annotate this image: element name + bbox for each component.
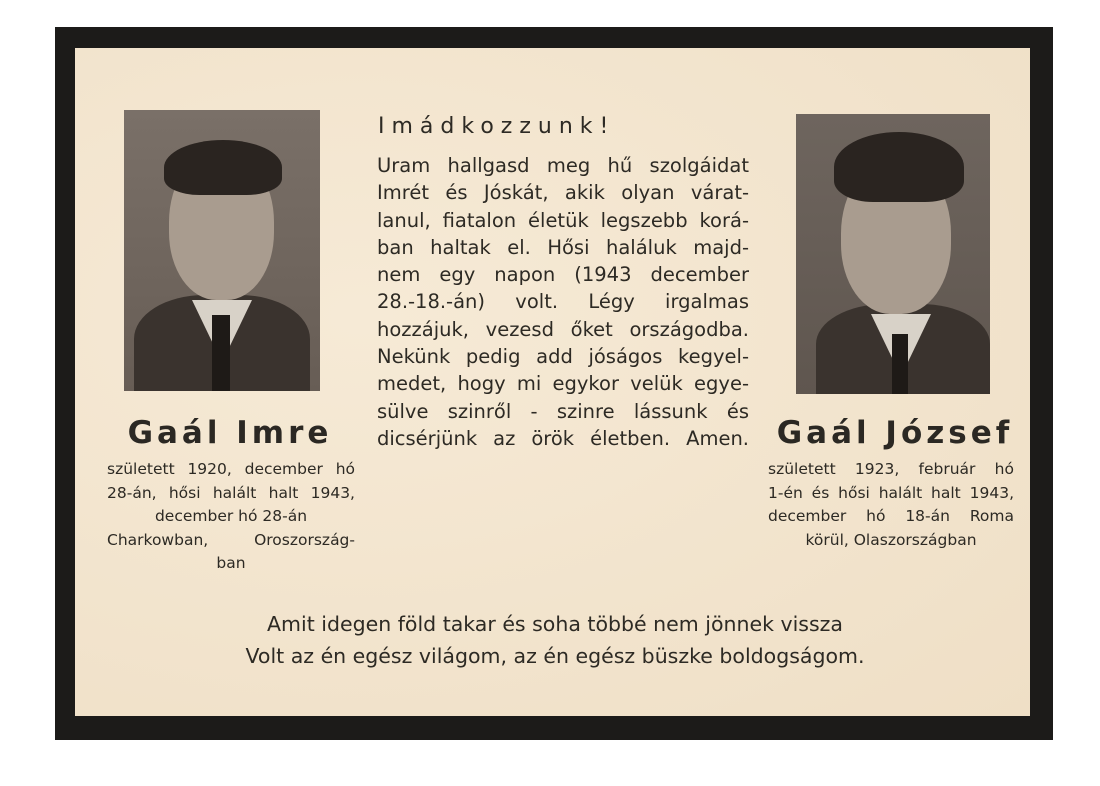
bio-jozsef — [768, 458, 1014, 552]
memorial-card — [55, 27, 1053, 740]
portrait-photo-imre — [124, 110, 320, 391]
bio-imre — [107, 458, 355, 576]
bio-line: december hó 28-án — [154, 507, 308, 525]
portrait-photo-jozsef — [796, 114, 990, 394]
prayer-title: Imádkozzunk! — [378, 114, 616, 139]
name-jozsef: Gaál József — [776, 415, 1014, 451]
bio-line: született 1923, február hó — [768, 460, 1014, 478]
prayer-line: Uram hallgasd meg hű szolgáidat — [377, 154, 749, 177]
name-imre: Gaál Imre — [127, 415, 333, 451]
bio-line: 1-én és hősi halált halt 1943, — [768, 483, 1014, 502]
prayer-line: sülve szinről - szinre lássunk és — [377, 399, 749, 423]
memorial-verse — [235, 608, 875, 672]
bio-line: ban — [216, 554, 246, 572]
prayer-line: lanul, fiatalon életük legszebb korá- — [377, 208, 749, 232]
bio-line: körül, Olaszországban — [805, 530, 977, 549]
bio-line: Charkowban, Oroszország- — [107, 530, 355, 549]
prayer-line: dicsérjünk az örök életben. Amen. — [377, 426, 749, 450]
bio-line: december hó 18-án Roma — [768, 507, 1014, 525]
bio-line: 28-án, hősi halált halt 1943, — [107, 483, 355, 502]
prayer-line: 28.-18.-án) volt. Légy irgalmas — [377, 290, 749, 314]
card-paper — [75, 48, 1030, 716]
prayer-line: nem egy napon (1943 december — [377, 263, 749, 287]
prayer-text — [377, 152, 749, 452]
verse-line: Volt az én egész világom, az én egész büszke boldogságom. — [245, 644, 865, 668]
prayer-line: hozzájuk, vezesd őket országodba. — [377, 317, 749, 341]
prayer-line: Imrét és Jóskát, akik olyan várat- — [377, 181, 749, 205]
prayer-line: ban haltak el. Hősi haláluk majd- — [377, 235, 749, 259]
bio-line: született 1920, december hó — [107, 460, 355, 478]
prayer-line: Nekünk pedig add jóságos kegyel- — [377, 345, 749, 369]
prayer-line: medet, hogy mi egykor velük egye- — [377, 372, 749, 396]
verse-line: Amit idegen föld takar és soha többé nem jönnek vissza — [267, 612, 843, 636]
